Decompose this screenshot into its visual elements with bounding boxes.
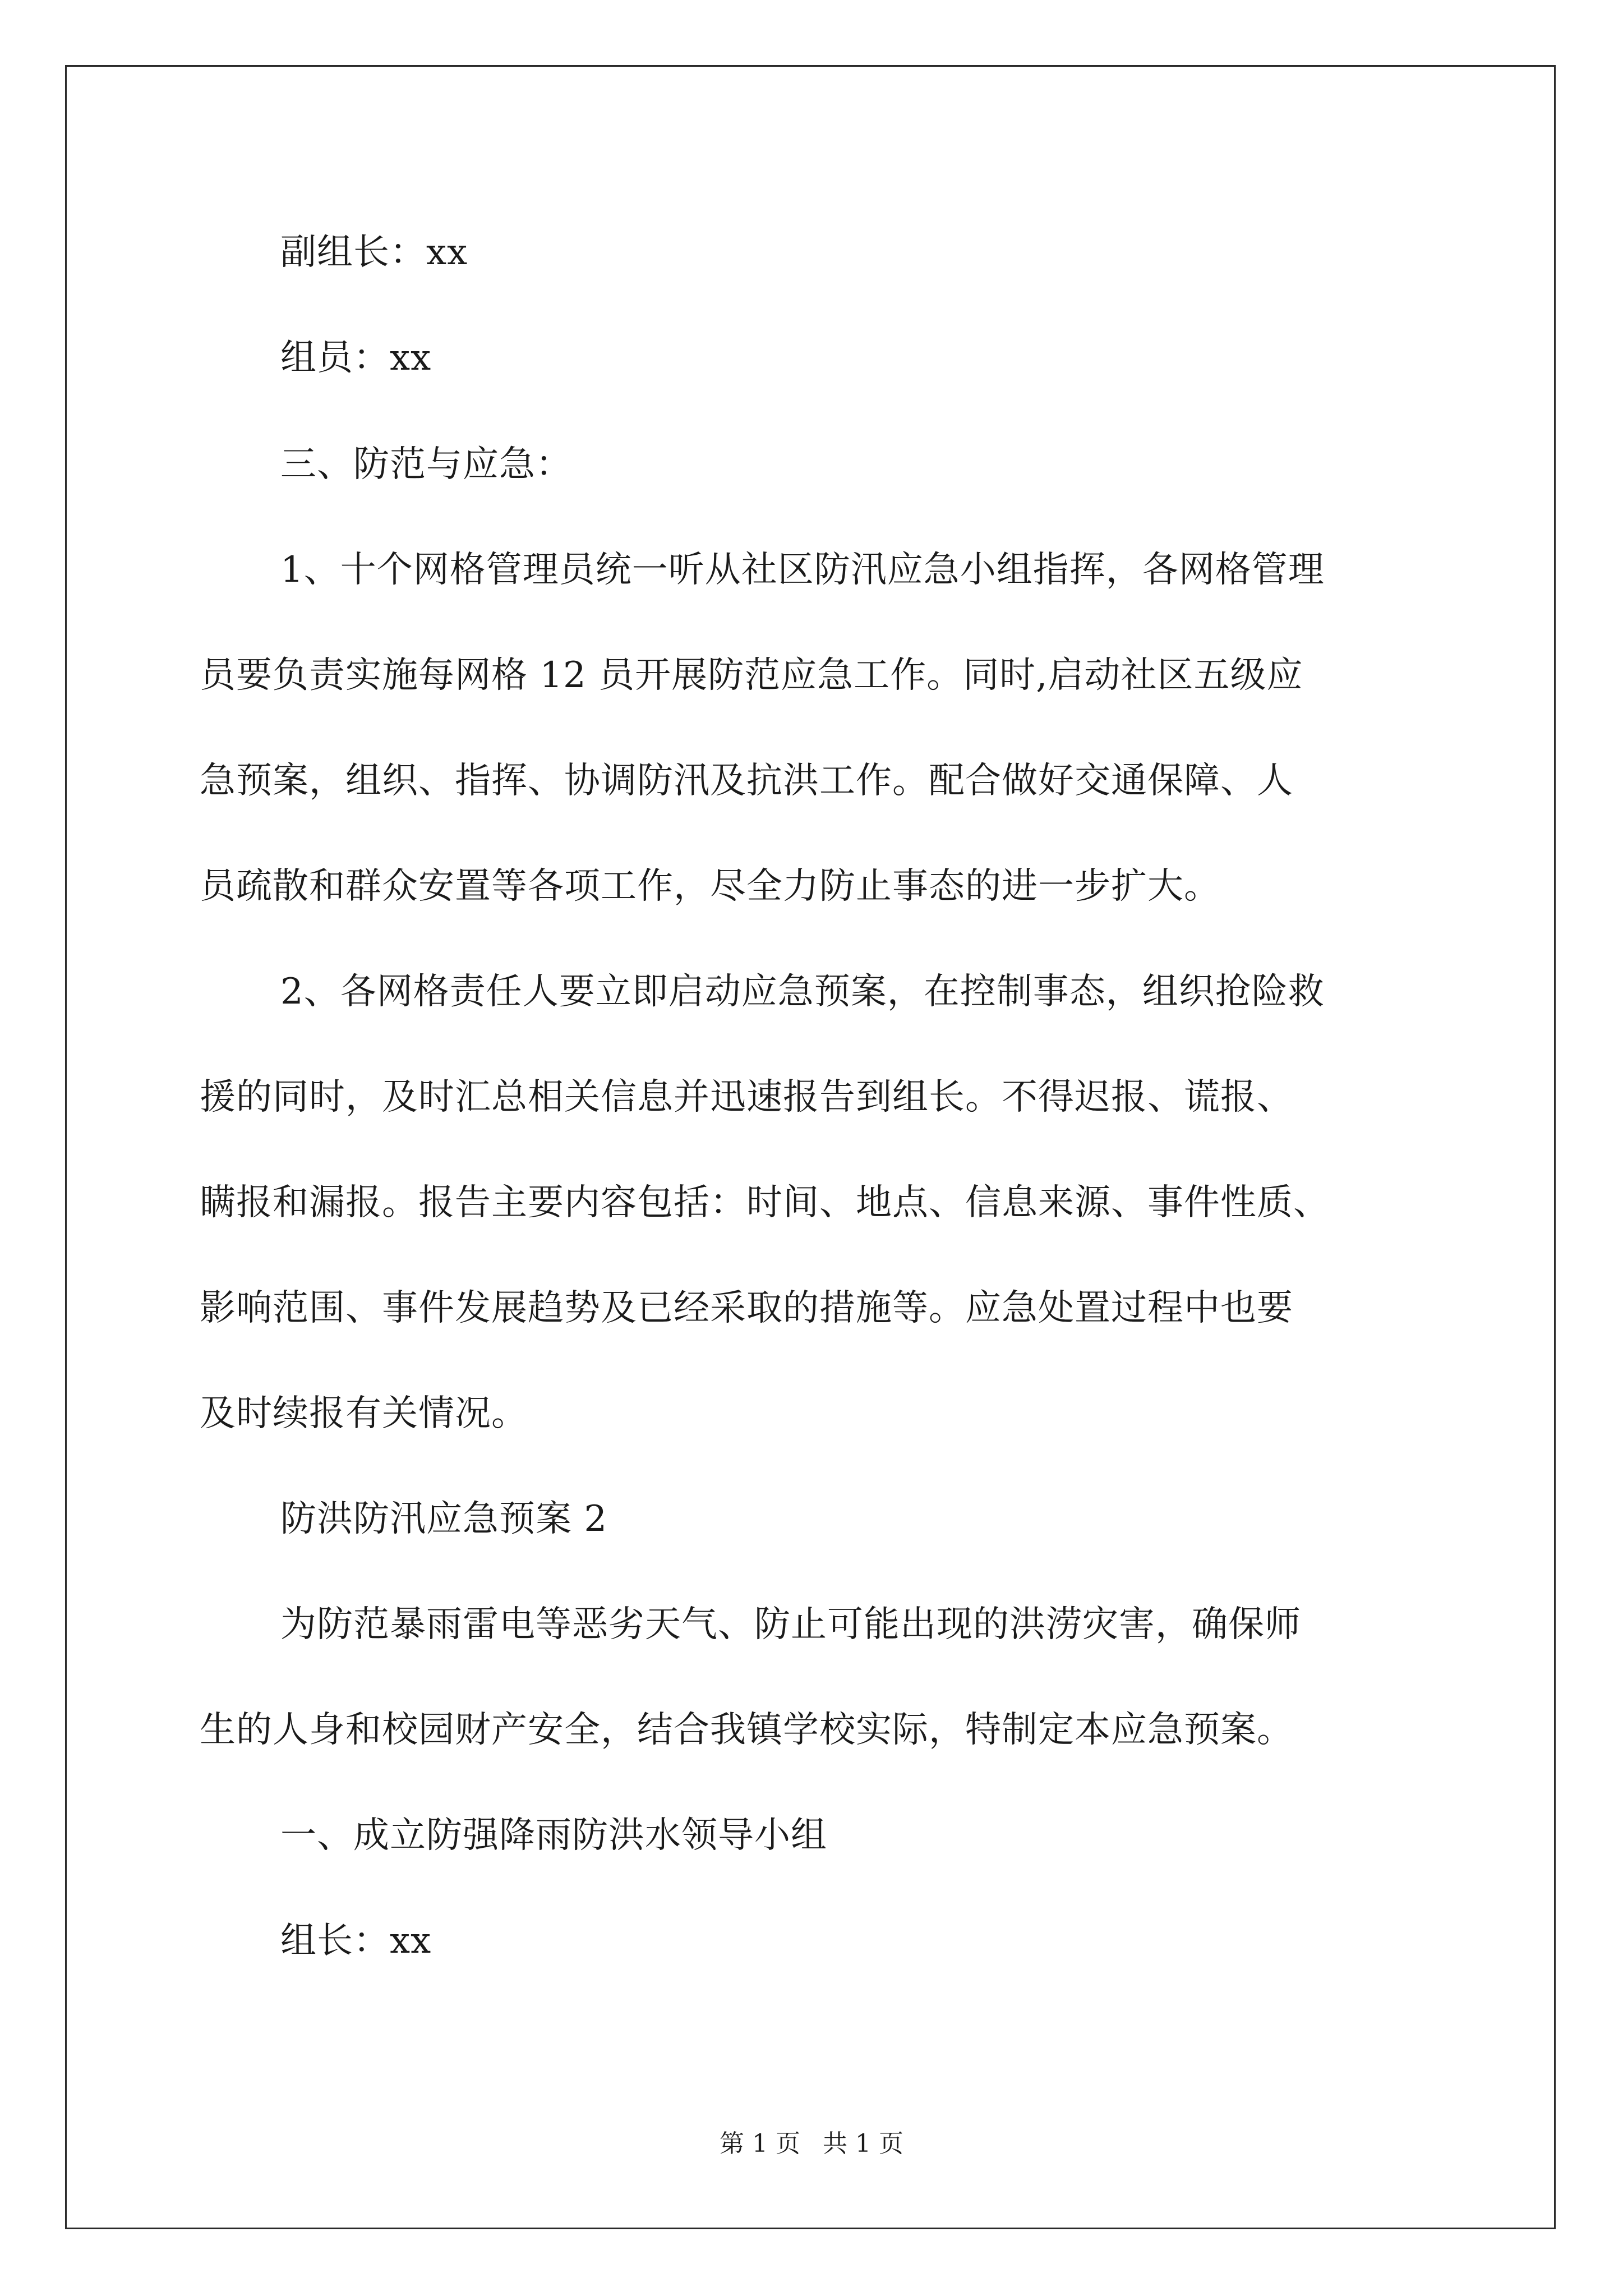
section-heading: 三、防范与应急： <box>280 444 572 485</box>
text-line: 1、十个网格管理员统一听从社区防汛应急小组指挥，各网格管理 <box>280 549 1325 591</box>
page-count: 共 1 页 <box>823 2129 903 2158</box>
text-line: 组员：xx <box>280 337 432 379</box>
section-heading: 防洪防汛应急预案 2 <box>280 1498 608 1540</box>
page-footer <box>0 2128 1623 2160</box>
text-line: 员要负责实施每网格 12 员开展防范应急工作。同时,启动社区五级应 <box>200 655 1303 696</box>
text-line: 副组长：xx <box>280 232 468 273</box>
text-line: 员疏散和群众安置等各项工作，尽全力防止事态的进一步扩大。 <box>200 866 1220 907</box>
section-heading: 一、成立防强降雨防洪水领导小组 <box>280 1815 827 1856</box>
page-number: 第 1 页 <box>720 2129 800 2158</box>
text-line: 及时续报有关情况。 <box>200 1393 528 1434</box>
text-line: 生的人身和校园财产安全，结合我镇学校实际，特制定本应急预案。 <box>200 1709 1293 1751</box>
text-line: 影响范围、事件发展趋势及已经采取的措施等。应急处置过程中也要 <box>200 1287 1293 1329</box>
text-line: 瞒报和漏报。报告主要内容包括：时间、地点、信息来源、事件性质、 <box>200 1182 1330 1223</box>
text-line: 援的同时，及时汇总相关信息并迅速报告到组长。不得迟报、谎报、 <box>200 1076 1293 1118</box>
text-line: 2、各网格责任人要立即启动应急预案，在控制事态，组织抢险救 <box>280 971 1325 1013</box>
text-line: 急预案，组织、指挥、协调防汛及抗洪工作。配合做好交通保障、人 <box>200 760 1293 802</box>
text-line: 为防范暴雨雷电等恶劣天气、防止可能出现的洪涝灾害，确保师 <box>280 1604 1301 1645</box>
page-border <box>65 65 1556 2229</box>
text-line: 组长：xx <box>280 1920 432 1962</box>
